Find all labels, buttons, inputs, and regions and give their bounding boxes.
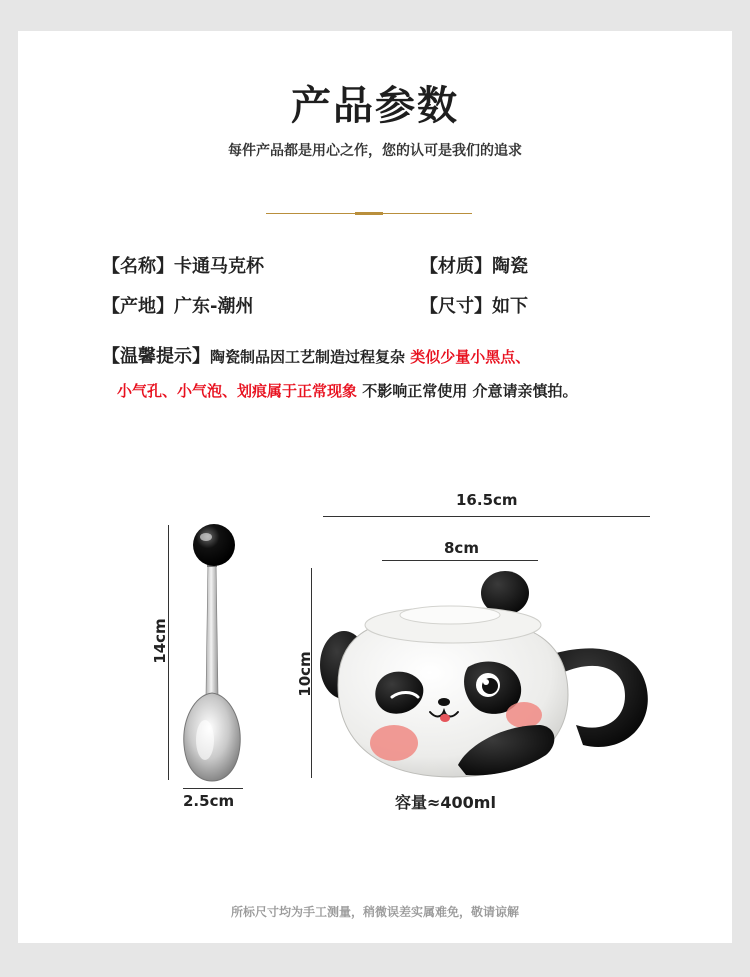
cup-height-label: 10cm (296, 651, 314, 697)
page-subtitle: 每件产品都是用心之作，您的认可是我们的追求 (228, 143, 522, 159)
notice-line-2 (117, 380, 577, 401)
divider-accent (355, 212, 383, 215)
spoon-length-label: 14cm (151, 618, 169, 664)
notice-line-1 (102, 342, 530, 368)
spec-origin: 【产地】广东-潮州 (102, 296, 254, 317)
notice-text-2: 不影响正常使用 介意请亲慎拍。 (357, 382, 578, 400)
spoon-width-label: 2.5cm (183, 792, 235, 810)
notice-red-2: 小气孔、小气泡、划痕属于正常现象 (117, 382, 358, 400)
spec-size: 【尺寸】如下 (420, 296, 528, 317)
notice-label: 【温馨提示】 (102, 346, 210, 367)
panda-mug-illustration (318, 565, 658, 785)
cup-total-width-label: 16.5cm (456, 491, 518, 509)
cup-total-width-line (323, 516, 650, 517)
content-card (18, 31, 732, 943)
spoon-length-label-wrap (140, 612, 180, 672)
cup-body-width-line (382, 560, 538, 561)
notice-red-1: 类似少量小黑点、 (410, 348, 531, 366)
spec-material: 【材质】陶瓷 (420, 256, 528, 277)
spec-name: 【名称】卡通马克杯 (102, 256, 264, 277)
notice-text-1: 陶瓷制品因工艺制造过程复杂 (210, 348, 411, 366)
footer-disclaimer: 所标尺寸均为手工测量，稍微误差实属难免，敬请谅解 (230, 905, 519, 919)
cup-body-width-label: 8cm (444, 539, 479, 557)
capacity-label: 容量≈400ml (395, 793, 496, 812)
spoon-width-line (183, 788, 243, 789)
page-title: 产品参数 (291, 83, 459, 129)
